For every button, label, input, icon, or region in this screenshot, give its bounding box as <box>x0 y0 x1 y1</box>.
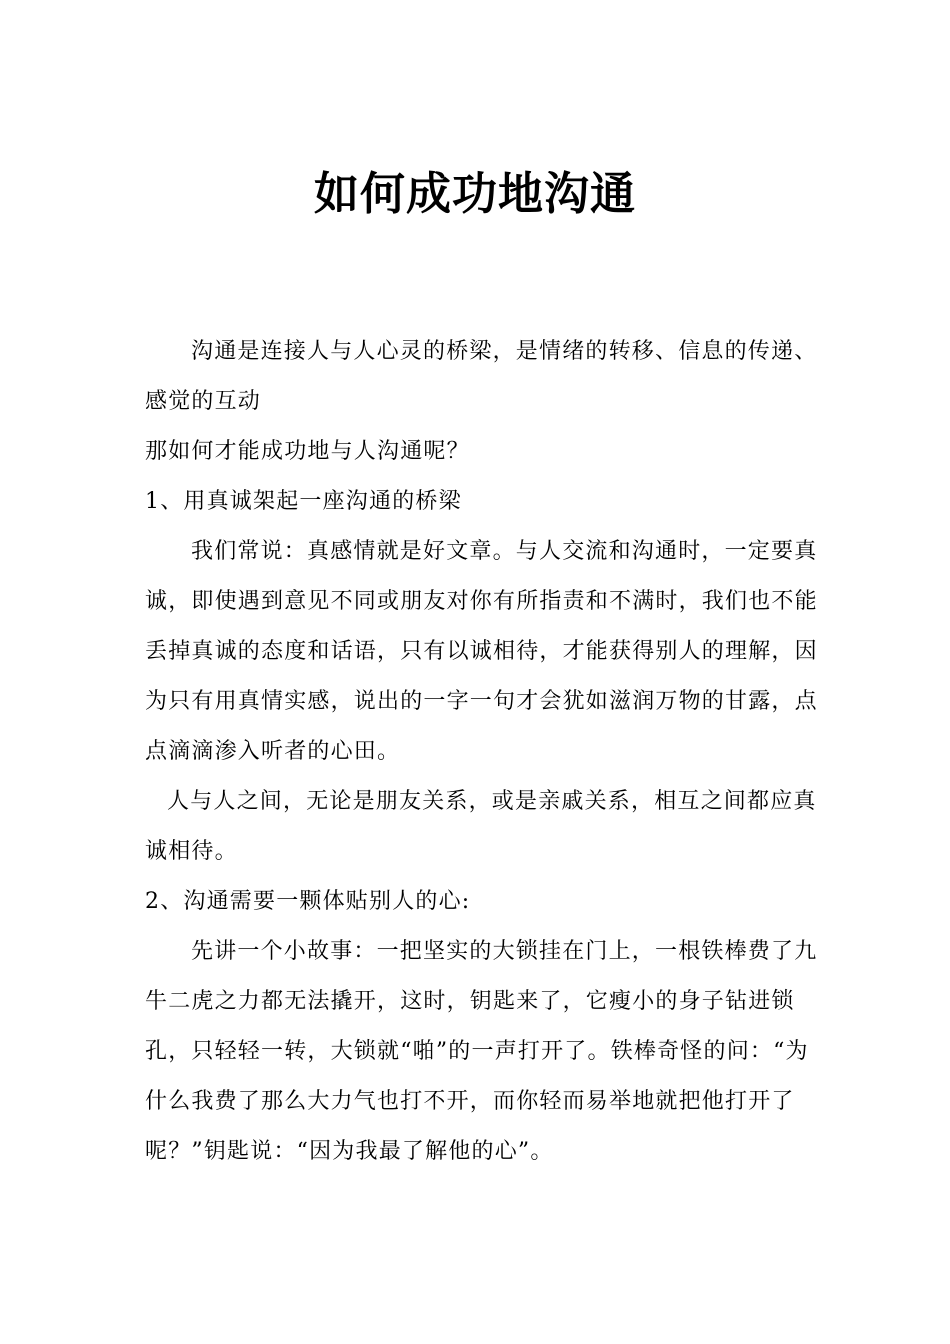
section-heading-1: 1、用真诚架起一座沟通的桥梁 <box>145 489 462 514</box>
document-body <box>145 327 825 1177</box>
document-title: 如何成功地沟通 <box>313 167 636 220</box>
paragraph-intro: 沟通是连接人与人心灵的桥梁，是情绪的转移、信息的传递、感觉的互动 <box>145 339 818 414</box>
paragraph-sincerity: 我们常说：真感情就是好文章。与人交流和沟通时，一定要真诚，即使遇到意见不同或朋友对你有所指责和不满时，我们也不能丢掉真诚的态度和话语，只有以诚相待，才能获得别人的理解，因为只有用真情实感，说出的一字一句才会犹如滋润万物的甘露，点点滴滴渗入听者的心田。 <box>145 539 818 764</box>
section-heading-2: 2、沟通需要一颗体贴别人的心: <box>145 889 471 914</box>
paragraph-question: 那如何才能成功地与人沟通呢？ <box>145 439 470 464</box>
paragraph-story: 先讲一个小故事：一把坚实的大锁挂在门上，一根铁棒费了九牛二虎之力都无法撬开，这时，钥匙来了，它瘦小的身子钻进锁孔，只轻轻一转，大锁就“啪”的一声打开了。铁棒奇怪的问：“为什么我费了那么大力气也打不开，而你轻而易举地就把他打开了呢？”钥匙说：“因为我最了解他的心”。 <box>145 939 818 1164</box>
paragraph-relations: 人与人之间，无论是朋友关系，或是亲戚关系，相互之间都应真诚相待。 <box>145 789 817 864</box>
